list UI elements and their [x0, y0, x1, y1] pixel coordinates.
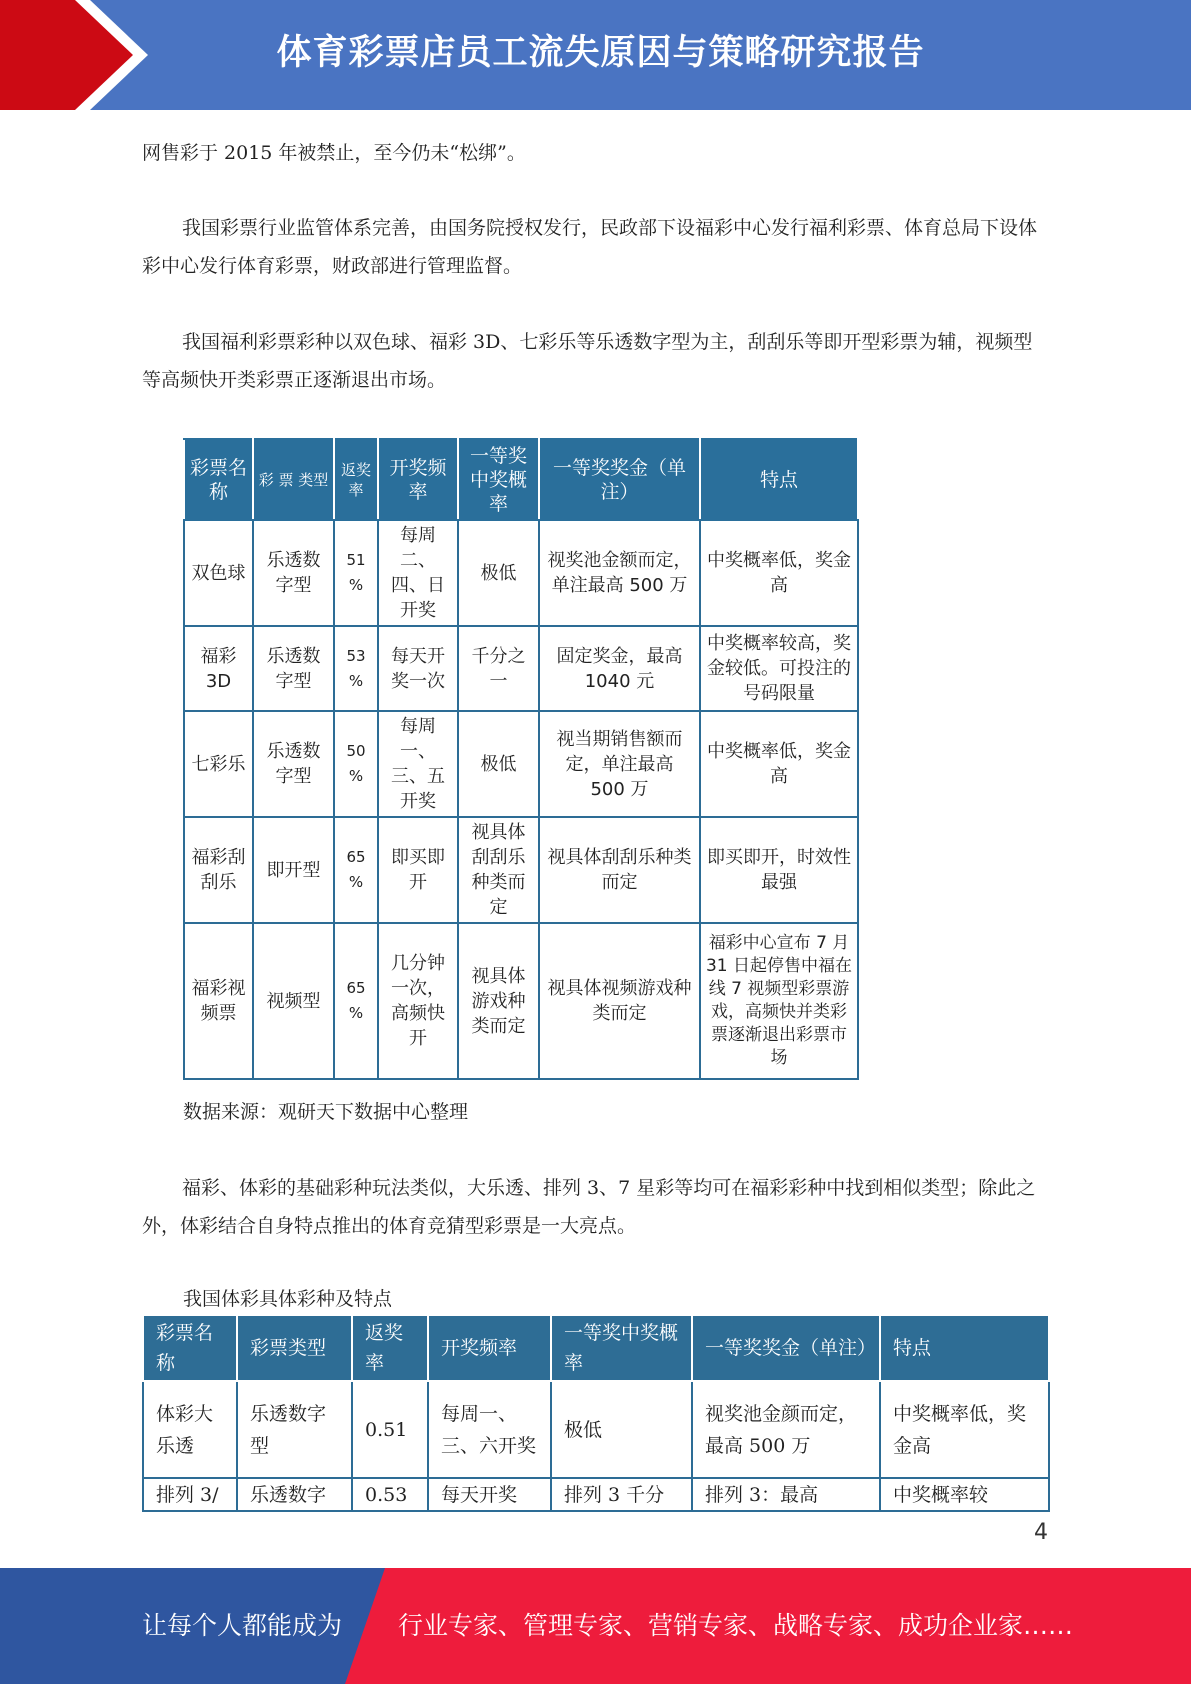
table-row — [143, 1381, 1049, 1478]
table-cell: 七彩乐 — [184, 711, 253, 817]
header-cell: 一等奖奖金（单注） — [692, 1315, 880, 1381]
table-cell: 视具体刮刮乐种类而定 — [539, 817, 700, 923]
table-cell: 福彩视频票 — [184, 923, 253, 1079]
table-cell: 福彩 3D — [184, 626, 253, 711]
table-cell: 乐透数字型 — [253, 626, 334, 711]
table-cell: 视具体刮刮乐种类而定 — [458, 817, 539, 923]
table-cell: 千分之一 — [458, 626, 539, 711]
page-number: 4 — [1034, 1520, 1048, 1545]
table-cell: 视当期销售额而定，单注最高 500 万 — [539, 711, 700, 817]
footer-slogan-left: 让每个人都能成为 — [142, 1611, 343, 1640]
header-cell: 开奖频率 — [378, 439, 458, 520]
table-cell: 乐透数字型 — [253, 520, 334, 626]
table-cell: 65 % — [334, 923, 378, 1079]
table-row — [184, 626, 858, 711]
table-cell: 排列 3/ — [143, 1478, 237, 1511]
table-cell: 体彩大乐透 — [143, 1381, 237, 1478]
header-cell: 特点 — [700, 439, 858, 520]
table-cell: 乐透数字型 — [237, 1381, 352, 1478]
page-header — [0, 0, 1191, 110]
sports-lottery-table — [142, 1314, 1048, 1512]
header-cell: 特点 — [880, 1315, 1049, 1381]
table-cell: 极低 — [458, 520, 539, 626]
table-caption: 我国体彩具体彩种及特点 — [183, 1288, 393, 1310]
table-cell: 极低 — [458, 711, 539, 817]
table-cell: 中奖概率较 — [880, 1478, 1049, 1511]
table-cell: 每周二、四、日开奖 — [378, 520, 458, 626]
paragraph-online-sales: 网售彩于 2015 年被禁止，至今仍未“松绑”。 — [142, 142, 526, 164]
table-cell: 视奖池金颜而定，最高 500 万 — [692, 1381, 880, 1478]
table-cell: 0.51 — [352, 1381, 428, 1478]
table-cell: 中奖概率低，奖金高 — [880, 1381, 1049, 1478]
table-cell: 几分钟一次，高频快开 — [378, 923, 458, 1079]
table-cell: 视频型 — [253, 923, 334, 1079]
table-row — [184, 923, 858, 1079]
table-cell: 即开型 — [253, 817, 334, 923]
table-cell: 每周一、三、六开奖 — [428, 1381, 551, 1478]
table-row — [184, 817, 858, 923]
table-cell: 51 % — [334, 520, 378, 626]
report-title: 体育彩票店员工流失原因与策略研究报告 — [276, 33, 925, 73]
table-header-row — [184, 439, 858, 520]
source-note: 数据来源：观研天下数据中心整理 — [183, 1101, 469, 1123]
table-row — [143, 1478, 1049, 1511]
table-cell: 中奖概率低，奖金高 — [700, 520, 858, 626]
header-cell: 返奖率 — [352, 1315, 428, 1381]
table-cell: 即买即开 — [378, 817, 458, 923]
table-cell: 53 % — [334, 626, 378, 711]
table-cell: 50 % — [334, 711, 378, 817]
table-cell: 视具体游戏种类而定 — [458, 923, 539, 1079]
page-footer — [0, 1568, 1191, 1684]
header-cell: 开奖频率 — [428, 1315, 551, 1381]
header-cell: 一等奖中奖概率 — [551, 1315, 692, 1381]
header-cell: 彩 票 类型 — [253, 439, 334, 520]
table-cell: 乐透数字 — [237, 1478, 352, 1511]
header-cell: 返奖率 — [334, 439, 378, 520]
header-cell: 彩票类型 — [237, 1315, 352, 1381]
table-header-row — [143, 1315, 1049, 1381]
header-cell: 彩票名称 — [184, 439, 253, 520]
paragraph-sports-lottery: 福彩、体彩的基础彩种玩法类似，大乐透、排列 3、7 星彩等均可在福彩彩种中找到相似类型；除此之外，体彩结合自身特点推出的体育竞猜型彩票是一大亮点。 — [142, 1177, 1036, 1237]
table-cell: 视奖池金额而定，单注最高 500 万 — [539, 520, 700, 626]
footer-slogan-right: 行业专家、管理专家、营销专家、战略专家、成功企业家…… — [398, 1611, 1074, 1640]
table-cell: 排列 3：最高 — [692, 1478, 880, 1511]
table-cell: 固定奖金，最高 1040 元 — [539, 626, 700, 711]
table-cell: 视具体视频游戏种类而定 — [539, 923, 700, 1079]
header-cell: 彩票名称 — [143, 1315, 237, 1381]
table-cell: 极低 — [551, 1381, 692, 1478]
table-row — [184, 711, 858, 817]
table-cell: 0.53 — [352, 1478, 428, 1511]
table-cell: 每周一、三、五开奖 — [378, 711, 458, 817]
table-cell: 福彩中心宣布 7 月 31 日起停售中福在线 7 视频型彩票游戏，高频快并类彩票逐渐退出彩票市场 — [700, 923, 858, 1079]
table-row — [184, 520, 858, 626]
paragraph-welfare-types: 我国福利彩票彩种以双色球、福彩 3D、七彩乐等乐透数字型为主，刮刮乐等即开型彩票为辅，视频型等高频快开类彩票正逐渐退出市场。 — [142, 331, 1033, 391]
header-cell: 一等奖中奖概率 — [458, 439, 539, 520]
table-cell: 乐透数字型 — [253, 711, 334, 817]
header-cell: 一等奖奖金（单注） — [539, 439, 700, 520]
table-cell: 排列 3 千分 — [551, 1478, 692, 1511]
table-cell: 双色球 — [184, 520, 253, 626]
welfare-lottery-table — [183, 438, 857, 1080]
table-cell: 中奖概率低，奖金高 — [700, 711, 858, 817]
table-cell: 65 % — [334, 817, 378, 923]
table-cell: 每天开奖 — [428, 1478, 551, 1511]
table-cell: 即买即开，时效性最强 — [700, 817, 858, 923]
paragraph-regulation: 我国彩票行业监管体系完善，由国务院授权发行，民政部下设福彩中心发行福利彩票、体育总局下设体彩中心发行体育彩票，财政部进行管理监督。 — [142, 217, 1038, 277]
table-cell: 中奖概率较高，奖金较低。可投注的号码限量 — [700, 626, 858, 711]
table-cell: 福彩刮刮乐 — [184, 817, 253, 923]
table-cell: 每天开奖一次 — [378, 626, 458, 711]
